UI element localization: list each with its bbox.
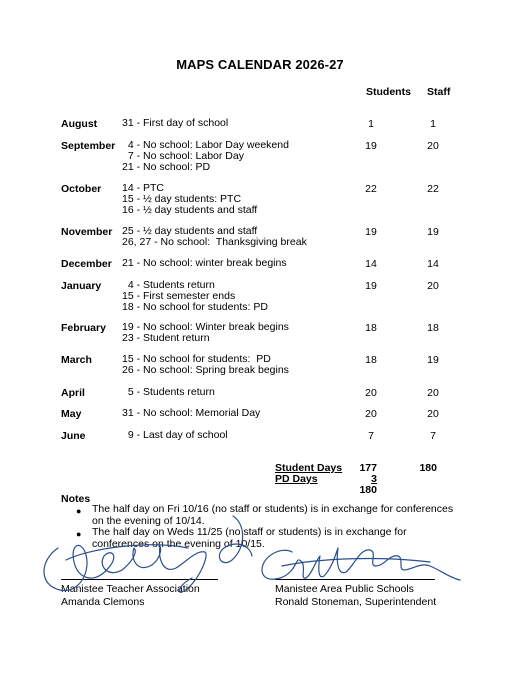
pd-days-label: PD Days [275,473,318,485]
note-bullet: ● [76,529,82,539]
left-signature-stroke [44,545,206,592]
student-days-count: 14 [365,258,377,270]
month-label: November [61,226,113,238]
month-label: June [61,430,86,442]
center-signature-flourish [219,516,252,563]
staff-days-value: 180 [419,462,437,474]
staff-days-count: 22 [427,183,439,195]
staff-days-count: 19 [427,354,439,366]
note-item-2: The half day on Weds 11/25 (no staff or students) is in exchange for conferences on the evening of 10/15. [92,526,407,550]
staff-column-header: Staff [427,86,451,98]
student-days-count: 19 [365,140,377,152]
event-line: 26, 27 - No school: Thanksgiving break [122,236,307,248]
student-days-label: Student Days [275,462,343,474]
staff-days-count: 20 [427,408,439,420]
staff-days-count: 19 [427,226,439,238]
event-line: 4 - No school: Labor Day weekend [122,139,289,151]
event-line: 21 - No school: winter break begins [122,257,287,269]
event-line: 23 - Student return [122,332,210,344]
month-label: October [61,183,102,195]
student-days-count: 19 [365,226,377,238]
event-line: 31 - First day of school [122,117,229,129]
event-line: 18 - No school for students: PD [122,301,268,313]
event-line: 5 - Students return [122,386,215,398]
notes-title: Notes [61,493,91,505]
staff-days-count: 14 [427,258,439,270]
student-days-count: 7 [368,430,374,442]
student-days-count: 18 [365,354,377,366]
event-line: 4 - Students return [122,279,215,291]
month-label: December [61,258,112,270]
student-days-count: 18 [365,322,377,334]
student-days-value: 177 [359,462,377,474]
event-line: 14 - PTC [122,182,165,194]
student-days-count: 20 [365,387,377,399]
staff-days-count: 1 [430,118,436,130]
event-line: 19 - No school: Winter break begins [122,321,289,333]
student-days-count: 1 [368,118,374,130]
right-signature-name: Ronald Stoneman, Superintendent [275,596,437,608]
month-label: January [61,280,102,292]
right-signature-org: Manistee Area Public Schools [275,583,414,595]
month-label: September [61,140,116,152]
event-line: 25 - ½ day students and staff [122,225,258,237]
students-column-header: Students [366,86,411,98]
month-label: April [61,387,85,399]
staff-days-count: 20 [427,140,439,152]
total-days-value: 180 [359,484,377,496]
document-title: MAPS CALENDAR 2026-27 [176,57,344,72]
event-line: 9 - Last day of school [122,429,228,441]
note-bullet: ● [76,506,82,516]
month-label: August [61,118,98,130]
event-line: 26 - No school: Spring break begins [122,364,289,376]
event-line: 21 - No school: PD [122,161,211,173]
month-label: March [61,354,92,366]
month-label: February [61,322,106,334]
event-line: 16 - ½ day students and staff [122,204,258,216]
student-days-count: 22 [365,183,377,195]
student-days-count: 20 [365,408,377,420]
event-line: 15 - No school for students: PD [122,353,271,365]
event-line: 31 - No school: Memorial Day [122,407,261,419]
left-signature-stroke [66,545,188,560]
left-signature-org: Manistee Teacher Association [61,583,200,595]
event-line: 7 - No school: Labor Day [122,150,244,162]
staff-days-count: 7 [430,430,436,442]
event-line: 15 - First semester ends [122,290,236,302]
staff-days-count: 18 [427,322,439,334]
staff-days-count: 20 [427,387,439,399]
event-line: 15 - ½ day students: PTC [122,193,242,205]
pd-days-value: 3 [371,473,377,485]
note-item-1: The half day on Fri 10/16 (no staff or students) is in exchange for conferences on the evening of 10/14. [92,503,454,527]
left-signature-name: Amanda Clemons [61,596,145,608]
month-label: May [61,408,82,420]
staff-days-count: 20 [427,280,439,292]
student-days-count: 19 [365,280,377,292]
